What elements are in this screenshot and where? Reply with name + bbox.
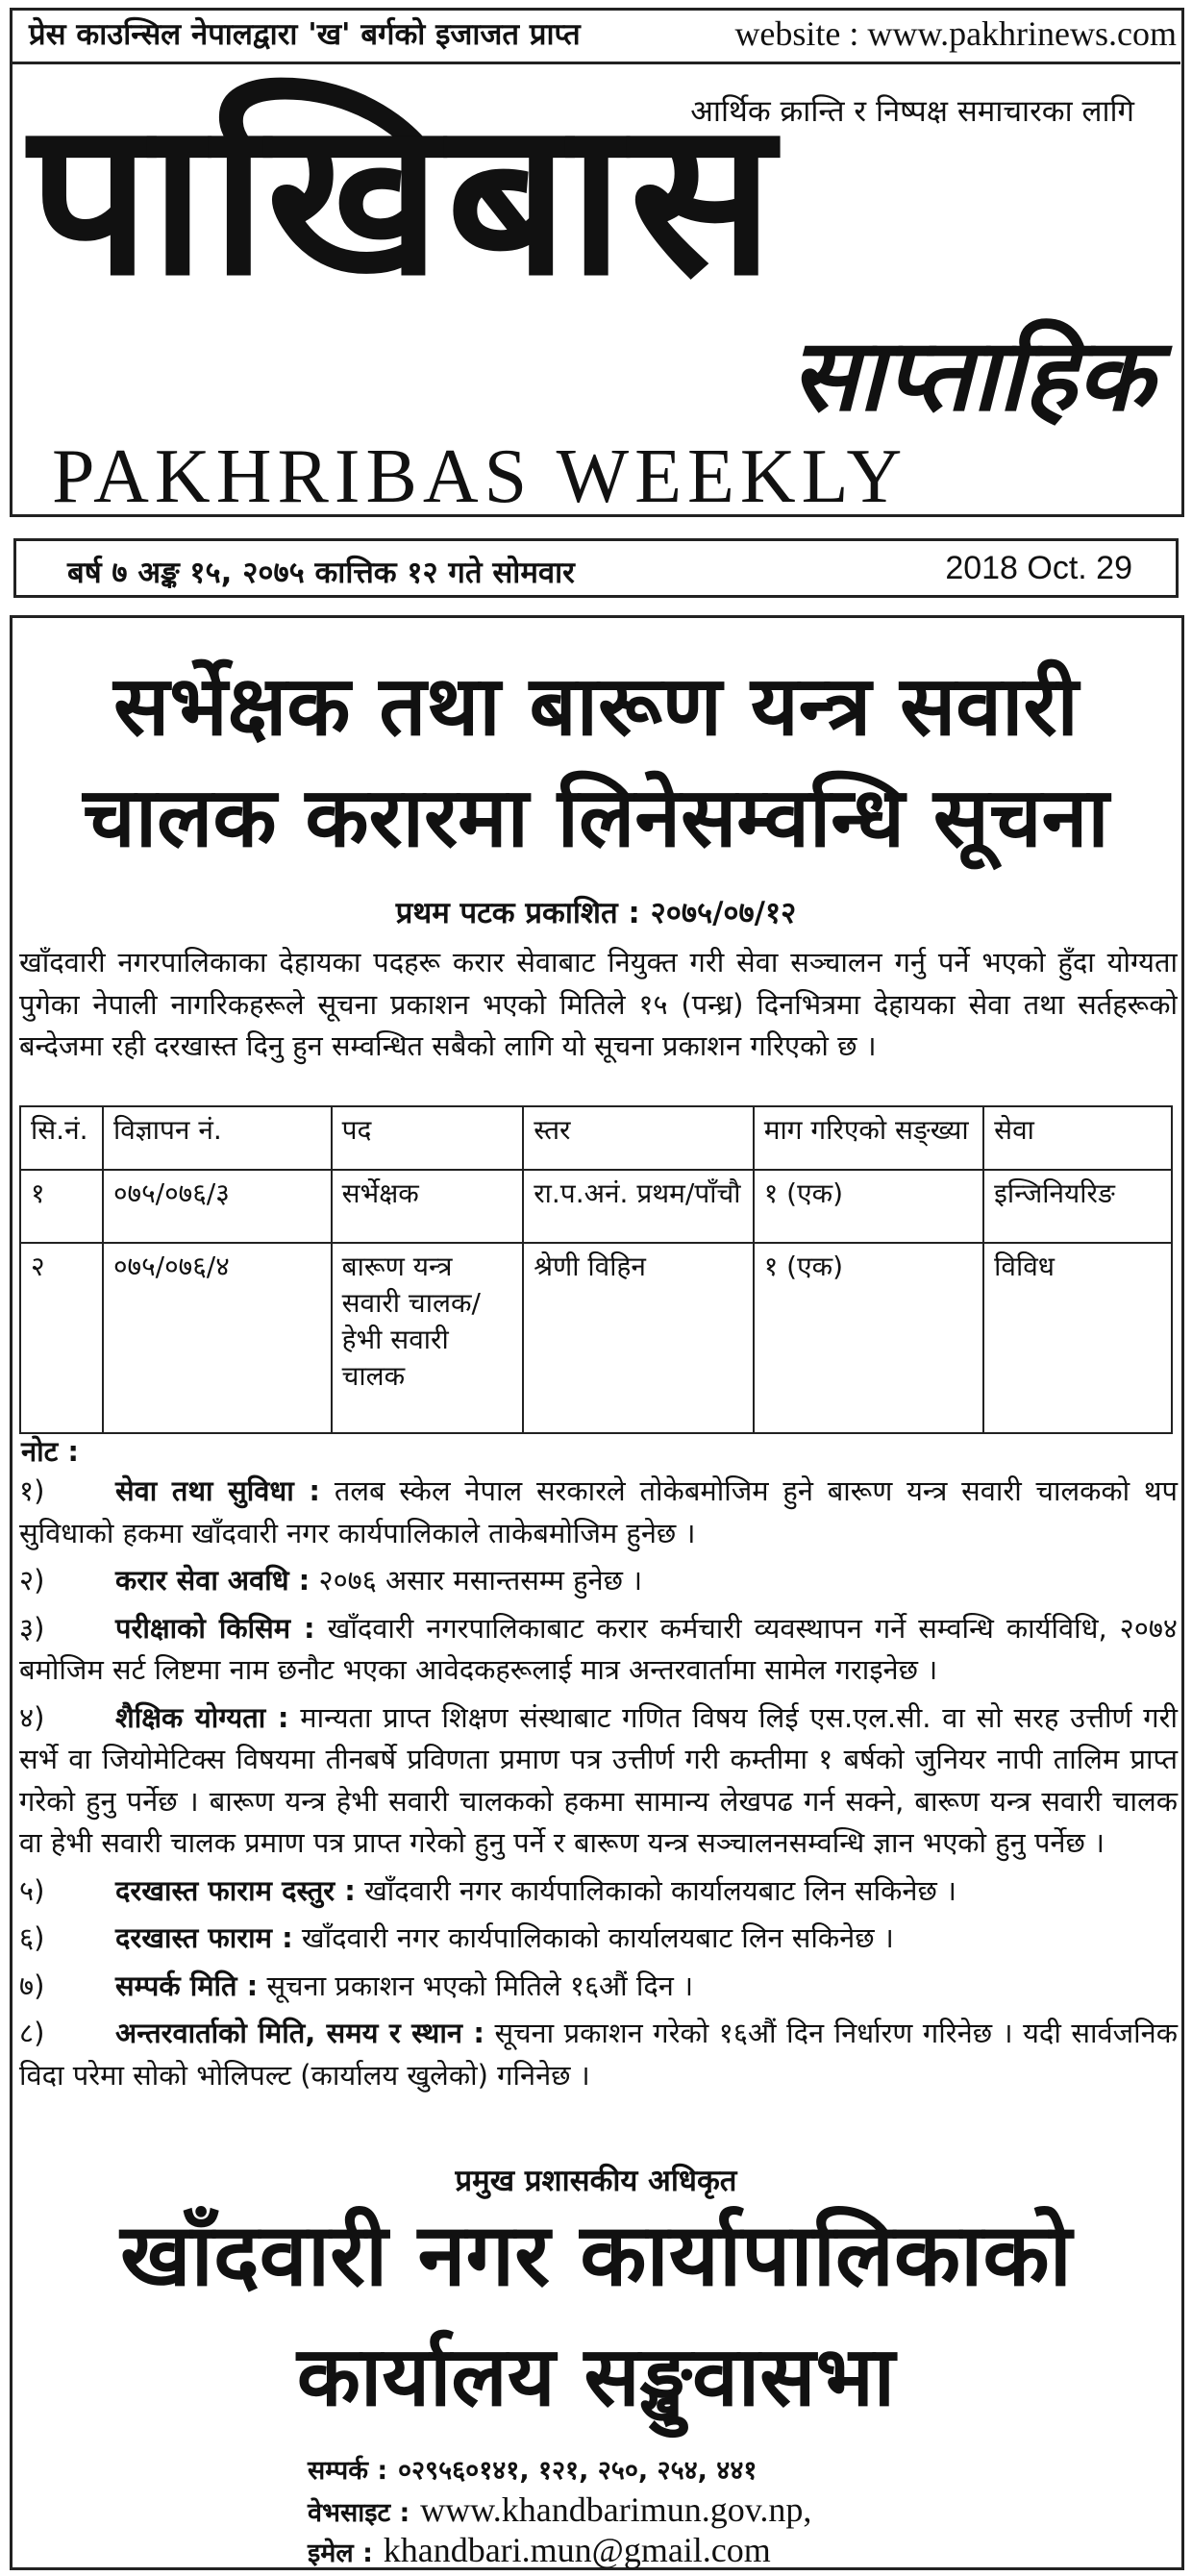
note-number: ८) bbox=[19, 2017, 45, 2049]
note-number: ५) bbox=[19, 1873, 45, 1907]
signatory-title: प्रमुख प्रशासकीय अधिकृत bbox=[455, 2164, 737, 2198]
contact-email-row bbox=[308, 2530, 771, 2570]
newspaper-subtitle: साप्ताहिक bbox=[790, 316, 1154, 433]
table-cell: २ bbox=[20, 1243, 103, 1433]
note-item bbox=[19, 1870, 1178, 1913]
first-published-date: प्रथम पटक प्रकाशित : २०७५/०७/१२ bbox=[395, 896, 797, 930]
contact-website-row bbox=[308, 2489, 811, 2530]
contact-website-link[interactable]: www.khandbarimun.gov.np, bbox=[420, 2490, 812, 2529]
note-number: ६) bbox=[19, 1921, 45, 1954]
notice-intro-paragraph: खाँदवारी नगरपालिकाका देहायका पदहरू करार सेवाबाट नियुक्त गरी सेवा सञ्चालन गर्नु पर्ने भएको हुँदा योग्यता पुगेका नेपाली नागरिकहरूले सूचना प्रकाशन भएको मितिले १५ (पन्ध्र) दिनभित्रमा देहायका सेवा तथा सर्तहरूको बन्देजमा रही दरखास्त दिनु हुन सम्वन्धित सबैको लागि यो सूचना प्रकाशन गरिएको छ । bbox=[19, 946, 1178, 1062]
table-row bbox=[20, 1243, 1172, 1433]
table-cell: १ (एक) bbox=[754, 1170, 983, 1243]
note-item bbox=[19, 1608, 1178, 1692]
issue-number: बर्ष ७ अङ्क १५, २०७५ कात्तिक १२ गते सोमवार bbox=[67, 556, 575, 590]
note-item bbox=[19, 1966, 1178, 2008]
notice-headline-line-2: चालक करारमा लिनेसम्वन्धि सूचना bbox=[83, 770, 1109, 866]
note-text: २०७६ असार मसान्तसम्म हुनेछ । bbox=[318, 1564, 643, 1597]
press-council-license: प्रेस काउन्सिल नेपालद्वारा 'ख' बर्गको इजाजत प्राप्त bbox=[29, 17, 581, 52]
note-number: २) bbox=[19, 1564, 45, 1597]
note-item bbox=[19, 1560, 1178, 1602]
note-heading: अन्तरवार्ताको मिति, समय र स्थान : bbox=[115, 2017, 484, 2049]
office-name-line-1: खाँदवारी नगर कार्यापालिकाको bbox=[120, 2205, 1072, 2306]
table-cell: १ bbox=[20, 1170, 103, 1243]
note-item bbox=[19, 2013, 1178, 2096]
note-text: खाँदवारी नगरपालिकाबाट करार कर्मचारी व्यवस्थापन गर्ने सम्वन्धि कार्यविधि, २०७४ बमोजिम सर्ट लिष्टमा नाम छनौट भएका आवेदकहरूलाई मात्र अन्तरवार्तामा सामेल गराइनेछ । bbox=[19, 1611, 1179, 1686]
note-text: खाँदवारी नगर कार्यपालिकाको कार्यालयबाट लिन सकिनेछ । bbox=[364, 1873, 956, 1907]
note-text: तलब स्केल नेपाल सरकारले तोकेबमोजिम हुने बारूण यन्त्र सवारी चालकको थप सुविधाको हकमा खाँदवारी नगर कार्यपालिकाले ताकेबमोजिम हुनेछ । bbox=[19, 1474, 1178, 1549]
notice-headline-line-1: सर्भेक्षक तथा बारूण यन्त्र सवारी bbox=[113, 658, 1079, 755]
contact-phone-row bbox=[308, 2449, 757, 2488]
note-number: १) bbox=[19, 1474, 45, 1507]
note-text: खाँदवारी नगर कार्यपालिकाको कार्यालयबाट लिन सकिनेछ । bbox=[301, 1921, 894, 1954]
note-heading: परीक्षाको किसिम : bbox=[115, 1611, 315, 1645]
newspaper-title: पाखिबास bbox=[29, 75, 781, 323]
table-cell: ०७५/०७६/३ bbox=[103, 1170, 332, 1243]
table-header-row bbox=[20, 1106, 1172, 1170]
table-cell: सर्भेक्षक bbox=[332, 1170, 524, 1243]
note-text: सूचना प्रकाशन भएको मितिले १६औं दिन । bbox=[266, 1969, 694, 2002]
vacancy-table bbox=[19, 1105, 1173, 1434]
issue-date: 2018 Oct. 29 bbox=[945, 550, 1132, 586]
contact-phone-value: ०२९५६०१४१, १२१, २५०, २५४, ४४१ bbox=[397, 2456, 757, 2486]
note-heading: सेवा तथा सुविधा : bbox=[115, 1474, 321, 1507]
table-cell: बारूण यन्त्र सवारी चालक/ हेभी सवारी चालक bbox=[332, 1243, 524, 1433]
column-header-demand-count: माग गरिएको सङ्ख्या bbox=[754, 1106, 983, 1170]
note-item bbox=[19, 1697, 1178, 1865]
note-heading: करार सेवा अवधि : bbox=[115, 1564, 310, 1597]
table-cell: श्रेणी विहिन bbox=[523, 1243, 754, 1433]
masthead-tagline: आर्थिक क्रान्ति र निष्पक्ष समाचारका लागि bbox=[690, 94, 1134, 129]
note-heading: सम्पर्क मिति : bbox=[115, 1969, 259, 2002]
column-header-level: स्तर bbox=[523, 1106, 754, 1170]
office-name-line-2: कार्यालय सङ्खुवासभा bbox=[296, 2329, 896, 2425]
table-row bbox=[20, 1170, 1172, 1243]
column-header-advert-no: विज्ञापन नं. bbox=[103, 1106, 332, 1170]
table-cell: १ (एक) bbox=[754, 1243, 983, 1433]
column-header-post: पद bbox=[332, 1106, 524, 1170]
note-text: मान्यता प्राप्त शिक्षण संस्थाबाट गणित विषय लिई एस.एल.सी. वा सो सरह उत्तीर्ण गरी सर्भे वा जियोमेटिक्स विषयमा तीनबर्षे प्रविणता प्रमाण पत्र उत्तीर्ण गरी कम्तीमा १ बर्षको जुनियर नापी तालिम प्राप्त गरेको हुनु पर्नेछ । बारूण यन्त्र हेभी सवारी चालकको हकमा सामान्य लेखपढ गर्न सक्ने, बारूण यन्त्र सवारी चालक वा हेभी सवारी चालक प्रमाण पत्र प्राप्त गरेको हुनु पर्ने र बारूण यन्त्र सञ्चालनसम्वन्धि ज्ञान भएको हुनु पर्नेछ । bbox=[19, 1700, 1178, 1859]
contact-email-link[interactable]: khandbari.mun@gmail.com bbox=[383, 2531, 771, 2569]
note-label: नोट : bbox=[21, 1435, 79, 1468]
newspaper-english-title: PAKHRIBAS WEEKLY bbox=[52, 434, 908, 519]
table-cell: ०७५/०७६/४ bbox=[103, 1243, 332, 1433]
contact-website-label: वेभसाइट : bbox=[308, 2498, 410, 2528]
column-header-service: सेवा bbox=[983, 1106, 1172, 1170]
website-label: website : www.pakhrinews.com bbox=[734, 14, 1177, 53]
table-cell: रा.प.अनं. प्रथम/पाँचौ bbox=[523, 1170, 754, 1243]
note-item bbox=[19, 1471, 1178, 1554]
notes-list bbox=[19, 1471, 1178, 2102]
note-heading: दरखास्त फाराम दस्तुर : bbox=[115, 1873, 356, 1907]
note-text: सूचना प्रकाशन गरेको १६औं दिन निर्धारण गरिनेछ । यदी सार्वजनिक विदा परेमा सोको भोलिपल्ट (कार्यालय खुलेको) गनिनेछ । bbox=[19, 2017, 1178, 2092]
note-number: ४) bbox=[19, 1700, 45, 1734]
column-header-serial: सि.नं. bbox=[20, 1106, 103, 1170]
contact-email-label: इमेल : bbox=[308, 2539, 373, 2568]
note-number: ३) bbox=[19, 1611, 45, 1645]
masthead-divider bbox=[12, 62, 1180, 64]
note-heading: शैक्षिक योग्यता : bbox=[115, 1700, 289, 1734]
note-number: ७) bbox=[19, 1969, 45, 2002]
contact-phone-label: सम्पर्क : bbox=[308, 2456, 388, 2486]
table-cell: विविध bbox=[983, 1243, 1172, 1433]
note-heading: दरखास्त फाराम : bbox=[115, 1921, 293, 1954]
table-cell: इन्जिनियरिङ bbox=[983, 1170, 1172, 1243]
note-item bbox=[19, 1918, 1178, 1960]
